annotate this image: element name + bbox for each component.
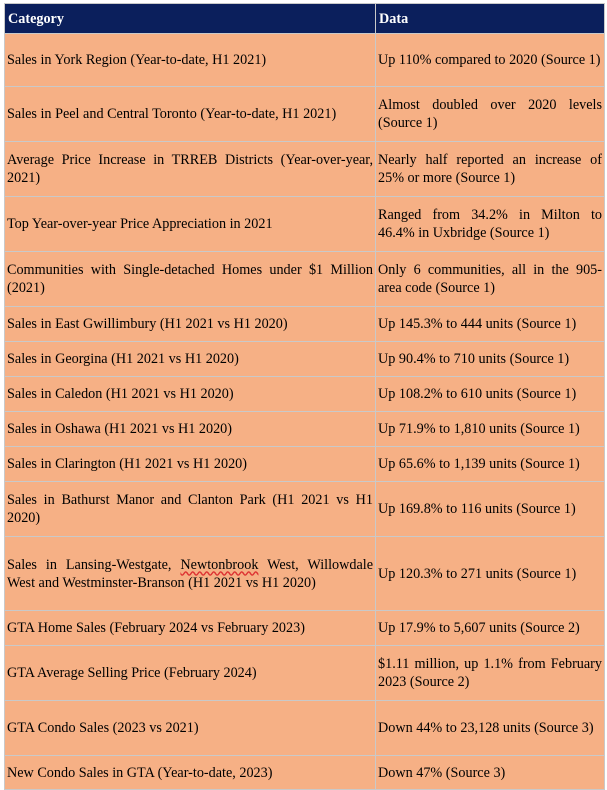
data-cell: Nearly half reported an increase of 25% or more (Source 1) — [376, 142, 605, 197]
table-row — [5, 142, 605, 197]
table-row — [5, 252, 605, 307]
data-cell: Up 120.3% to 271 units (Source 1) — [376, 537, 605, 611]
table-row — [5, 377, 605, 412]
table-row — [5, 34, 605, 87]
data-cell: Down 44% to 23,128 units (Source 3) — [376, 701, 605, 756]
header-data: Data — [376, 4, 605, 34]
data-cell: Almost doubled over 2020 levels (Source 1) — [376, 87, 605, 142]
header-category: Category — [5, 4, 376, 34]
category-cell: GTA Average Selling Price (February 2024) — [5, 646, 376, 701]
data-cell: Up 169.8% to 116 units (Source 1) — [376, 482, 605, 537]
category-cell: Sales in Caledon (H1 2021 vs H1 2020) — [5, 377, 376, 412]
table-row — [5, 646, 605, 701]
data-cell: Up 71.9% to 1,810 units (Source 1) — [376, 412, 605, 447]
data-cell: Ranged from 34.2% in Milton to 46.4% in Uxbridge (Source 1) — [376, 197, 605, 252]
data-cell: Up 145.3% to 444 units (Source 1) — [376, 307, 605, 342]
table-row — [5, 611, 605, 646]
table-row — [5, 87, 605, 142]
category-cell: GTA Condo Sales (2023 vs 2021) — [5, 701, 376, 756]
category-cell: Sales in Peel and Central Toronto (Year-to-date, H1 2021) — [5, 87, 376, 142]
data-cell: Up 110% compared to 2020 (Source 1) — [376, 34, 605, 87]
data-cell: Down 47% (Source 3) — [376, 756, 605, 790]
category-cell: Sales in Bathurst Manor and Clanton Park (H1 2021 vs H1 2020) — [5, 482, 376, 537]
category-cell: New Condo Sales in GTA (Year-to-date, 2023) — [5, 756, 376, 790]
data-cell: Up 17.9% to 5,607 units (Source 2) — [376, 611, 605, 646]
category-cell: Top Year-over-year Price Appreciation in 2021 — [5, 197, 376, 252]
data-cell: Only 6 communities, all in the 905-area code (Source 1) — [376, 252, 605, 307]
category-cell: Sales in Lansing-Westgate, Newtonbrook West, Willowdale West and Westminster-Branson (H1 2021 vs H1 2020) — [5, 537, 376, 611]
table-row — [5, 537, 605, 611]
category-cell: Sales in York Region (Year-to-date, H1 2021) — [5, 34, 376, 87]
category-cell: Sales in East Gwillimbury (H1 2021 vs H1 2020) — [5, 307, 376, 342]
table-row — [5, 412, 605, 447]
category-cell: Sales in Clarington (H1 2021 vs H1 2020) — [5, 447, 376, 482]
category-cell: Sales in Georgina (H1 2021 vs H1 2020) — [5, 342, 376, 377]
spellcheck-underline: Newtonbrook — [180, 556, 259, 573]
header-row — [5, 4, 605, 34]
table-row — [5, 342, 605, 377]
data-table — [4, 3, 605, 790]
table-row — [5, 447, 605, 482]
category-cell: Sales in Oshawa (H1 2021 vs H1 2020) — [5, 412, 376, 447]
data-cell: Up 108.2% to 610 units (Source 1) — [376, 377, 605, 412]
data-cell: Up 65.6% to 1,139 units (Source 1) — [376, 447, 605, 482]
category-cell: Average Price Increase in TRREB Districts (Year-over-year, 2021) — [5, 142, 376, 197]
table-row — [5, 701, 605, 756]
category-cell: Communities with Single-detached Homes under $1 Million (2021) — [5, 252, 376, 307]
table-row — [5, 307, 605, 342]
table-row — [5, 756, 605, 790]
table-row — [5, 197, 605, 252]
category-cell: GTA Home Sales (February 2024 vs February 2023) — [5, 611, 376, 646]
data-cell: Up 90.4% to 710 units (Source 1) — [376, 342, 605, 377]
table-row — [5, 482, 605, 537]
data-cell: $1.11 million, up 1.1% from February 2023 (Source 2) — [376, 646, 605, 701]
